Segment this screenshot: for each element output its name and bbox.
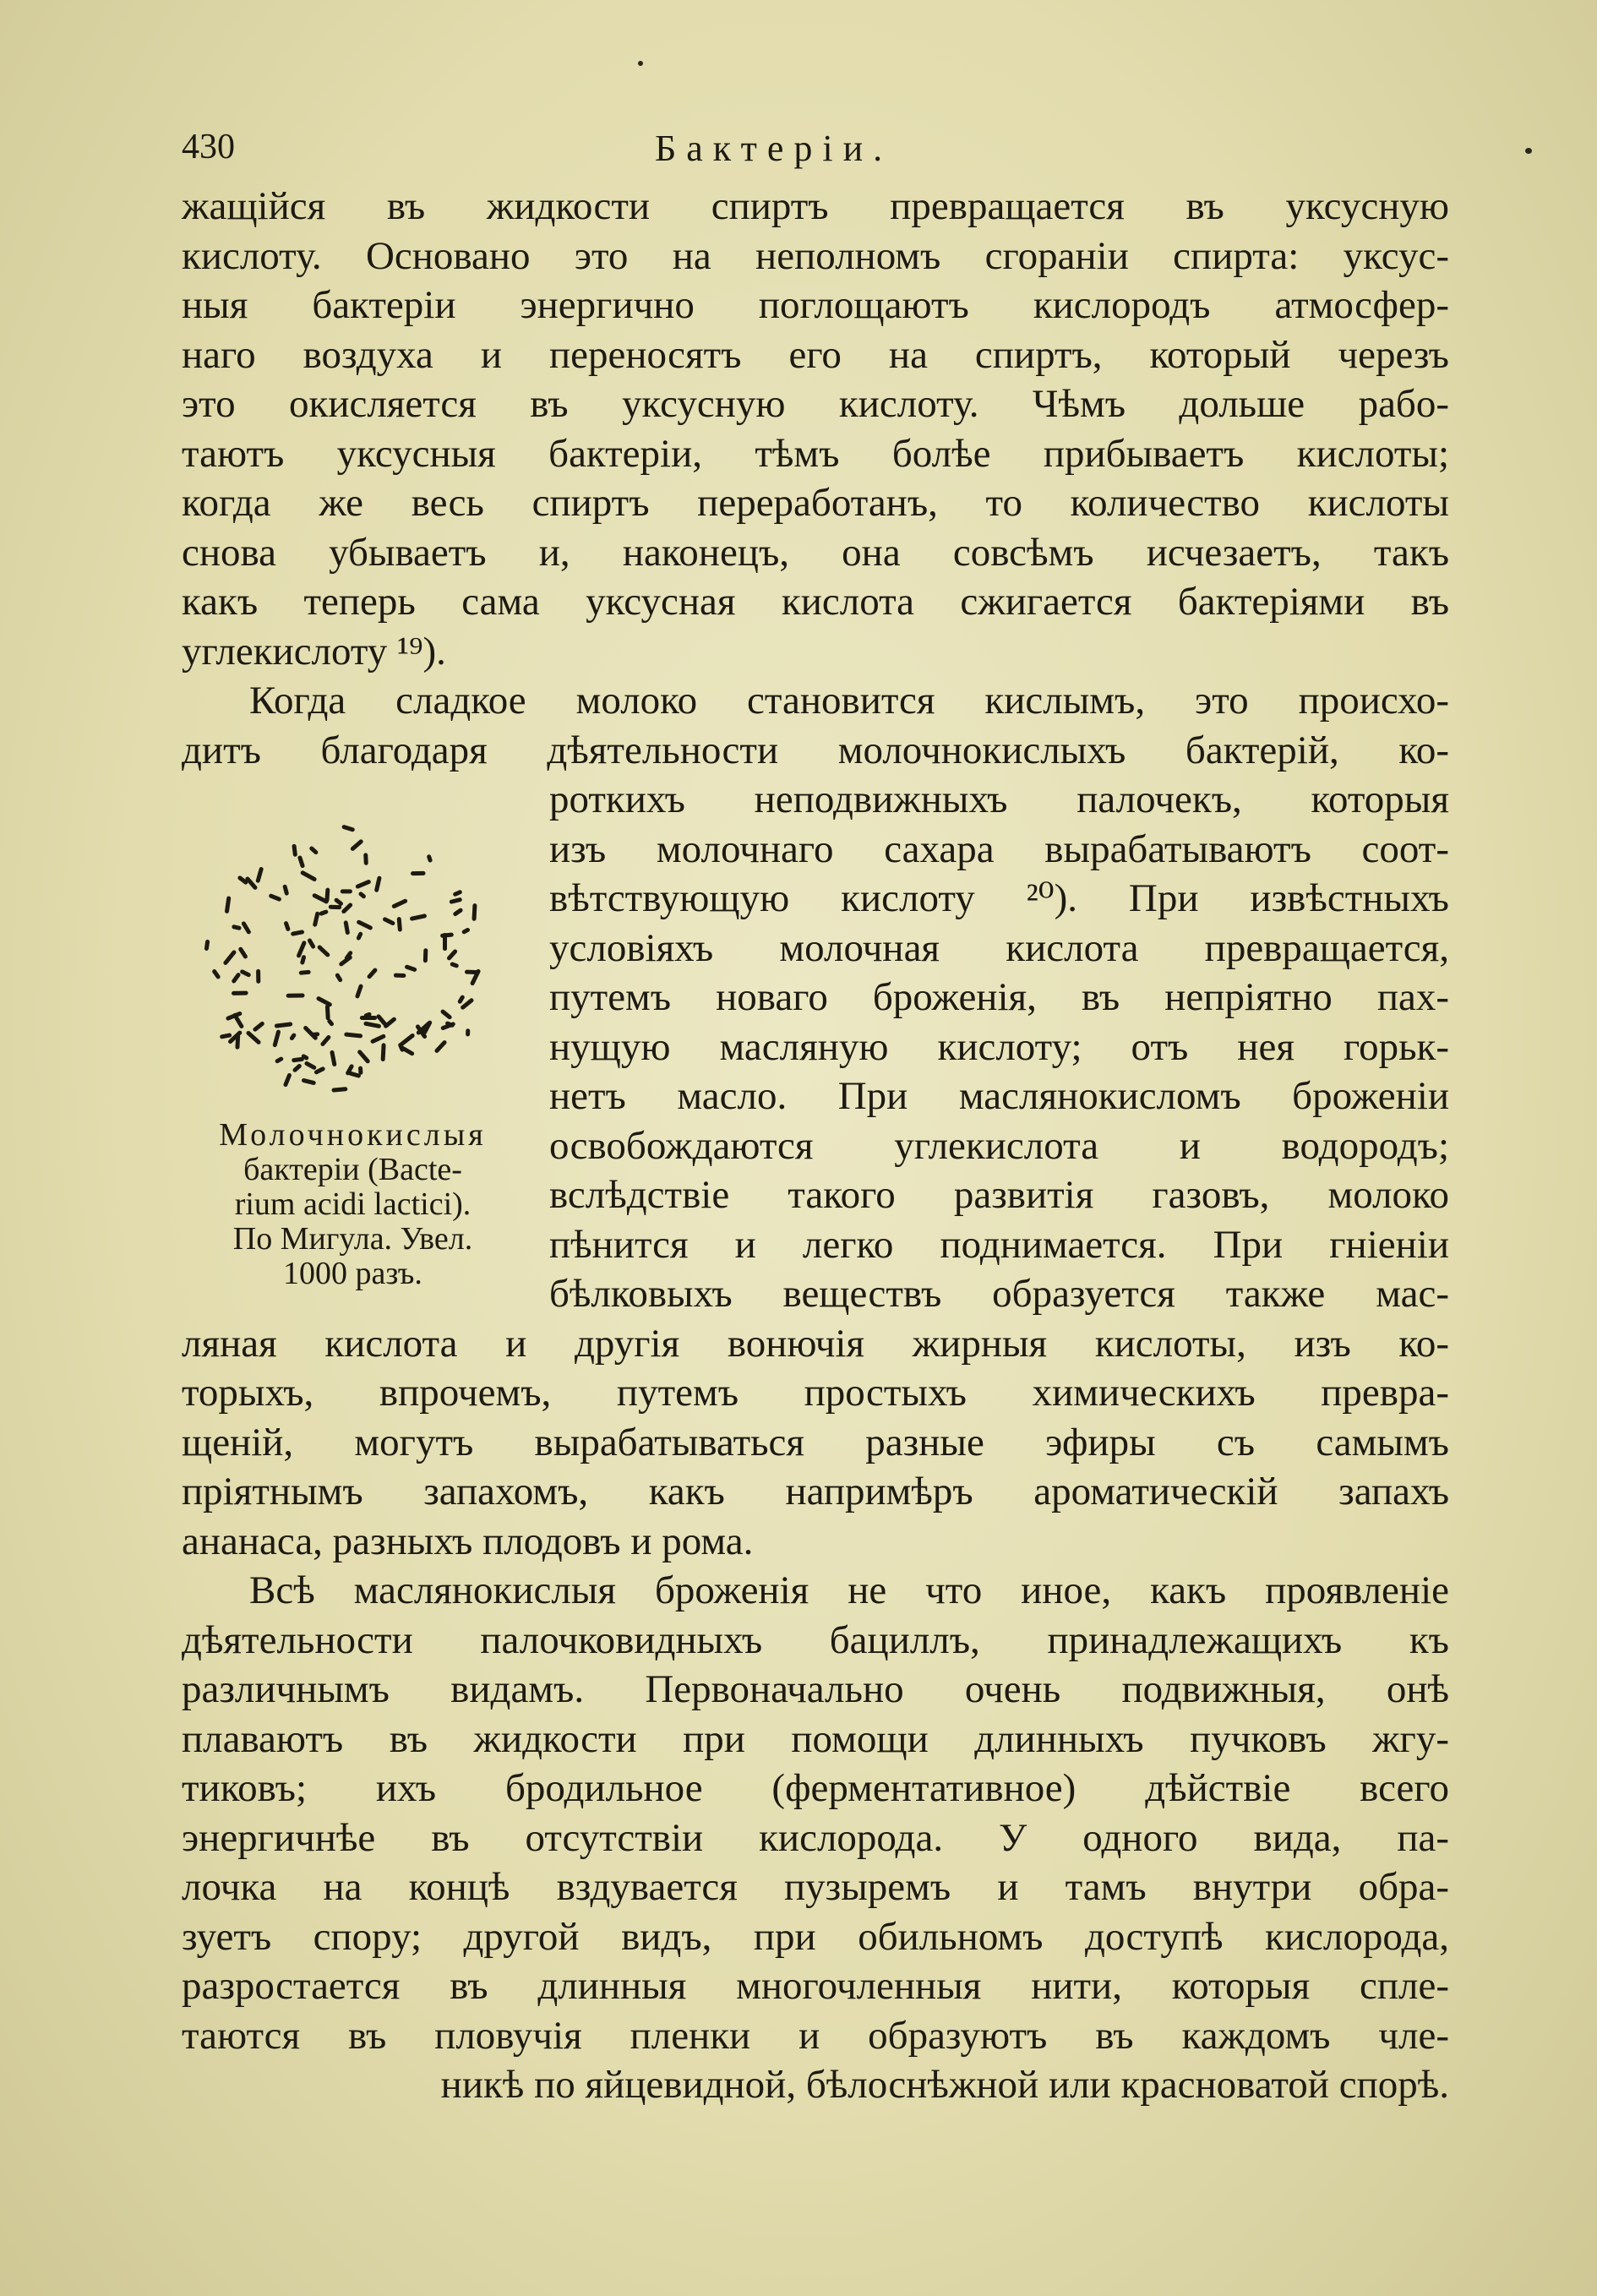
text-line: зуетъ спору; другой видъ, при обильномъ доступѣ кислорода, [182,1914,1449,1959]
text-line: Когда сладкое молоко становится кислымъ, это происхо- [249,679,1449,723]
text-line: углекислоту ¹⁹). [182,629,446,674]
bacterium-rod [344,1032,362,1038]
bacterium-rod [256,969,260,984]
bacterium-rod [232,991,248,995]
bacterium-rod [449,897,462,905]
bacteria-illustration [190,815,503,1103]
bacterium-rod [319,1034,331,1047]
bacterium-rod [391,898,408,909]
bacterium-rod [355,879,372,889]
text-line: щеній, могутъ вырабатываться разные эфиры съ самымъ [182,1420,1449,1464]
bacterium-rod [308,845,319,855]
bacterium-rod [357,891,366,899]
bacterium-rod [319,909,329,916]
text-line: роткихъ неподвижныхъ палочекъ, которыя [549,777,1449,821]
bacterium-rod [252,1021,264,1033]
bacterium-rod [292,1063,302,1073]
bacterium-rod [220,1033,232,1039]
bacterium-rod [292,1057,304,1063]
caption-line: По Мигула. Увел. [232,1221,473,1257]
text-line: жащійся въ жидкости спиртъ превращается въ уксусную [182,184,1449,228]
bacterium-rod [433,1039,447,1054]
bacterium-rod [235,1034,240,1050]
text-line: условіяхъ молочная кислота превращается, [549,925,1449,970]
text-line: путемъ новаго броженія, въ непріятно пах- [549,975,1449,1019]
bacterium-rod [241,920,252,935]
bacterium-rod [452,889,462,897]
bacterium-rod [427,854,433,864]
text-line: дитъ благодаря дѣятельности молочнокислыхъ бактерій, ко- [182,728,1449,772]
text-line: ананаса, разныхъ плодовъ и рома. [182,1519,754,1563]
bacterium-rod [382,917,395,926]
text-line: таются въ пловучія пленки и образуютъ въ каждомъ чле- [182,2013,1449,2058]
bacterium-rod [239,969,251,978]
bacterium-rod [394,973,406,979]
text-line: вслѣдствіе такого развитія газовъ, молоко [549,1173,1449,1217]
text-line: какъ теперь сама уксусная кислота сжигается бактеріями въ [182,580,1449,624]
bacterium-rod [272,1029,281,1048]
ink-speck [638,61,643,66]
bacterium-rod [450,962,459,968]
bacterium-rod [275,1022,293,1028]
bacterium-rod [443,933,447,951]
bacterium-rod [300,870,318,882]
bacterium-rod [410,913,428,921]
bacterium-rod [446,948,458,961]
bacterium-rod [335,973,343,983]
bacterium-rod [404,964,417,972]
bacteria-figure [182,815,524,1291]
text-line: дѣятельности палочковидныхъ бациллъ, принадлежащихъ къ [182,1617,1449,1662]
bacterium-rod [355,984,363,999]
bacterium-rod [291,930,305,936]
bacterium-rod [292,844,297,857]
paragraph-vinegar [182,182,1449,676]
text-line: нущую масляную кислоту; отъ нея горьк- [549,1024,1449,1069]
text-line: тиковъ; ихъ бродильное (ферментативное) дѣйствіе всего [182,1766,1449,1810]
running-title: Бактеріи. [655,128,893,169]
bacterium-rod [204,940,210,952]
text-line: ныя бактеріи энергично поглощаютъ кислородъ атмосфер- [182,283,1449,327]
bacterium-rod [357,1049,371,1064]
bacterium-rod [275,1056,284,1064]
text-line: энергичнѣе въ отсутствіи кислорода. У одного вида, па- [182,1815,1449,1860]
text-line: изъ молочнаго сахара вырабатываютъ соот- [549,826,1449,871]
text-line: кислоту. Основано это на неполномъ сгораніи спирта: уксус- [182,233,1449,278]
bacterium-rod [282,884,289,896]
ink-speck [1525,148,1532,154]
bacterium-rod [313,911,320,927]
text-line: лочка на концѣ вздувается пузыремъ и тамъ внутри обра- [182,1865,1449,1909]
caption-line: rium acidi lactici). [234,1186,471,1222]
bacterium-rod [341,889,352,893]
text-line: снова убываетъ и, наконецъ, она совсѣмъ исчезаетъ, такъ [182,530,1449,575]
bacterium-rod [363,853,368,865]
text-line: вѣтствующую кислоту ²⁰). При извѣстныхъ [549,876,1449,920]
figure-caption [182,1118,524,1291]
bacterium-rod [370,1033,386,1044]
bacterium-rod [423,948,428,963]
bacterium-rod [307,938,316,950]
bacterium-rod [316,995,333,1007]
bacterium-rod [341,824,355,832]
caption-line: 1000 разъ. [283,1256,422,1291]
page-number: 430 [182,128,235,166]
bacterium-rod [237,946,248,960]
bacterium-rod [466,1028,470,1036]
bacterium-rod [299,970,311,975]
bacterium-rod [283,1072,292,1088]
text-line: пѣнится и легко поднимается. При гніеніи [549,1222,1449,1267]
bacterium-rod [325,1005,330,1021]
paragraph-butyric [182,1566,1449,2110]
running-head [182,127,1449,177]
bacterium-rod [452,908,463,917]
bacterium-rod [363,1021,381,1028]
bacterium-rod [330,1050,337,1067]
bacterium-rod [397,917,402,932]
bacterium-rod [222,949,237,965]
bacterium-rod [461,927,471,935]
text-line: торыхъ, впрочемъ, путемъ простыхъ химическихъ превра- [182,1371,1449,1415]
bacterium-rod [367,968,379,980]
bacterium-rod [329,905,342,910]
text-line: никѣ по яйцевидной, бѣлоснѣжной или красноватой спорѣ. [440,2063,1449,2107]
text-line: освобождаются углекислота и водородъ; [549,1123,1449,1168]
text-line: ляная кислота и другія вонючія жирныя кислоты, изъ ко- [182,1321,1449,1366]
bacterium-rod [457,995,466,1005]
bacterium-rod [283,920,291,931]
bacterium-rod [232,924,242,930]
bacterium-rod [360,1016,377,1020]
text-line: пріятнымъ запахомъ, какъ напримѣръ ароматическій запахъ [182,1470,1449,1513]
bacterium-rod [211,968,221,979]
bacterium-rod [289,1033,297,1041]
bacterium-rod [317,944,331,957]
text-line: наго воздуха и переносятъ его на спиртъ, который черезъ [182,332,1449,377]
bacterium-rod [356,931,363,941]
bacterium-rod [231,972,241,984]
text-line: разростается въ длинныя многочленныя нити, которыя спле- [182,1964,1449,2008]
bacterium-rod [225,896,232,913]
text-line: таютъ уксусныя бактеріи, тѣмъ болѣе прибываетъ кислоты; [182,431,1449,476]
bacterium-rod [268,893,281,902]
caption-line: бактеріи (Bacte- [243,1152,462,1187]
text-line: бѣлковыхъ веществъ образуется также мас- [549,1272,1449,1316]
text-line: когда же весь спиртъ переработанъ, то количество кислоты [182,481,1449,525]
bacterium-rod [297,855,305,869]
text-line: Всѣ маслянокислыя броженія не что иное, какъ проявленіе [249,1568,1449,1612]
bacterium-rod [331,1087,347,1093]
text-line: нетъ масло. При маслянокисломъ броженіи [549,1074,1449,1118]
bacterium-rod [411,871,426,875]
bacterium-rod [286,993,305,997]
bacterium-rod [343,920,350,935]
text-line: это окисляется въ уксусную кислоту. Чѣмъ дольше рабо- [182,382,1449,426]
bacterium-rod [440,1009,453,1021]
bacterium-rod [304,1061,318,1071]
bacterium-rod [350,838,364,852]
text-line: различнымъ видамъ. Первоначально очень подвижныя, онѣ [182,1667,1449,1711]
bacterium-rod [301,1077,316,1085]
bacterium-rod [255,866,264,883]
bacterium-rod [245,1030,261,1045]
caption-title: Молочнокислыя [219,1117,487,1153]
bacterium-rod [471,903,477,921]
bacterium-rod [374,875,382,892]
bacterium-rod [381,1043,386,1061]
bacterium-rod [356,919,373,930]
text-line: плаваютъ въ жидкости при помощи длинныхъ пучковъ жгу- [182,1716,1449,1761]
